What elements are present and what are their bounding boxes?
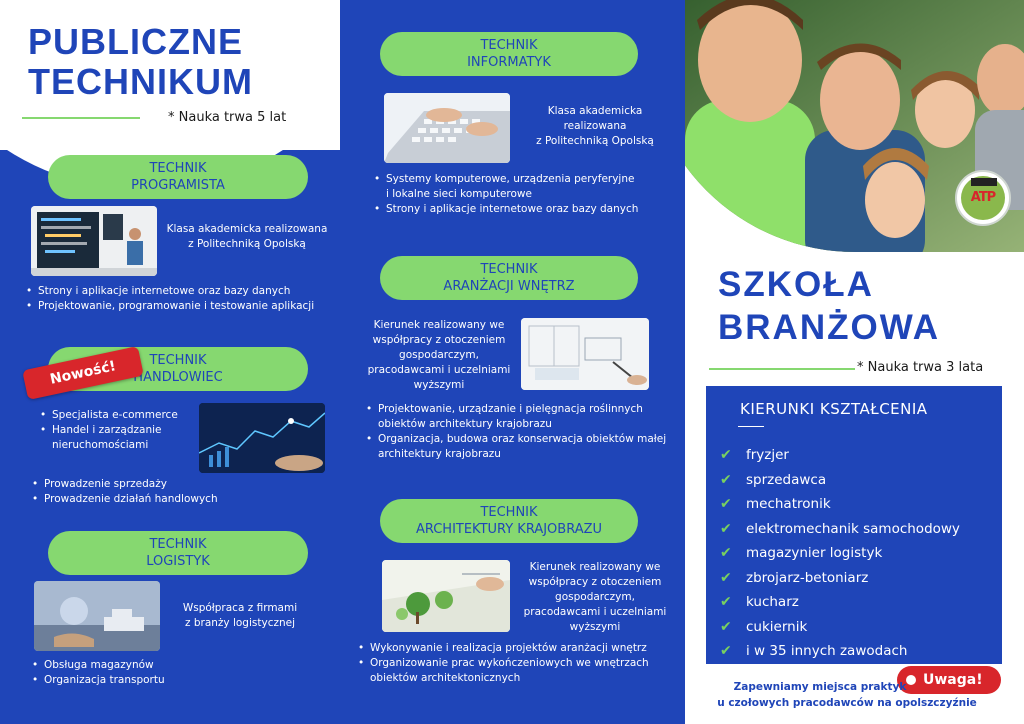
bullets-krajobrazu <box>358 641 678 686</box>
photo-handlowiec <box>199 403 325 473</box>
title-szkola: SZKOŁA <box>718 265 874 304</box>
profession-label: fryzjer <box>746 447 789 463</box>
note-informatyk <box>520 104 670 149</box>
school-logo <box>955 170 1011 226</box>
note-line: Klasa akademicka realizowana <box>166 223 328 235</box>
check-icon: ✔ <box>720 618 732 635</box>
pill-label-line2: HANDLOWIEC <box>133 370 223 385</box>
pill-technik-aranzacji-wnetrz[interactable] <box>380 256 638 300</box>
pill-label-line1: TECHNIK <box>149 161 207 176</box>
pill-label-line1: TECHNIK <box>480 38 538 53</box>
panel-technika-srodek <box>340 0 685 724</box>
profession-label: i w 35 innych zawodach <box>746 643 908 659</box>
bullets-wnetrz <box>366 402 678 462</box>
bullet-item: • Wykonywanie i realizacja projektów aranżacji wnętrz <box>358 641 678 656</box>
check-icon: ✔ <box>720 643 732 659</box>
footer-line: u czołowych pracodawców na opolszczyźnie <box>717 697 977 709</box>
footer-praktyki <box>715 679 925 695</box>
bullet-item: • Prowadzenie działań handlowych <box>32 492 332 507</box>
pill-technik-informatyk[interactable] <box>380 32 638 76</box>
note-line: gospodarczym, <box>555 591 635 603</box>
footer-pracodawcy <box>697 695 997 711</box>
check-icon: ✔ <box>720 569 732 586</box>
profession-label: cukiernik <box>746 618 808 635</box>
profession-item <box>720 566 1000 591</box>
box-title: KIERUNKI KSZTAŁCENIA <box>740 400 928 418</box>
profession-item <box>720 615 1000 640</box>
check-icon: ✔ <box>720 447 732 463</box>
note-line: Współpraca z firmami <box>182 602 298 614</box>
note-line: współpracy z otoczeniem <box>528 576 662 588</box>
note-line: z Politechniką Opolską <box>188 238 306 250</box>
panel-szkola-branzowa <box>685 0 1024 724</box>
badge-nowosc: Nowość! <box>22 346 144 400</box>
note-line: realizowana <box>563 120 627 132</box>
bullet-item: • Specjalista e-commerce <box>40 408 200 423</box>
bullet-text: obiektów architektonicznych <box>370 672 521 684</box>
profession-label: elektromechanik samochodowy <box>746 520 960 537</box>
bullet-item <box>366 432 678 462</box>
duration-5-lat: * Nauka trwa 5 lat <box>168 110 287 125</box>
pill-label-line1: TECHNIK <box>149 353 207 368</box>
profession-label: zbrojarz-betoniarz <box>746 569 869 586</box>
bullet-text: Organizowanie prac wykończeniowych we wnętrzach <box>370 657 649 669</box>
bullet-item: • Prowadzenie sprzedaży <box>32 477 332 492</box>
profession-label: sprzedawca <box>746 471 827 488</box>
pill-label-line1: TECHNIK <box>480 262 538 277</box>
bullet-text: obiektów architektury krajobrazu <box>378 418 552 430</box>
note-line: pracodawcami i uczelniami <box>523 606 667 618</box>
profession-item <box>720 468 1000 493</box>
bullet-text: i lokalne sieci komputerowe <box>386 188 532 200</box>
photo-logistyk <box>34 581 160 651</box>
note-line: Klasa akademicka <box>547 105 643 117</box>
bullet-item <box>374 172 679 202</box>
note-line: pracodawcami i uczelniami <box>367 364 511 376</box>
pill-label-line2: ARANŻACJI WNĘTRZ <box>443 279 575 294</box>
panel-publiczne-technikum <box>0 0 340 724</box>
bullet-text: Handel i zarządzanie <box>52 424 162 436</box>
check-icon: ✔ <box>720 594 732 610</box>
box-title-underline <box>738 426 764 427</box>
bullets-logistyk <box>32 658 332 688</box>
note-line: Kierunek realizowany we <box>373 319 505 331</box>
bullet-text: Projektowanie, urządzanie i pielęgnacja roślinnych <box>378 403 643 415</box>
check-icon: ✔ <box>720 496 732 512</box>
pill-label-line2: PROGRAMISTA <box>131 178 225 193</box>
check-icon: ✔ <box>720 520 732 537</box>
bullet-item <box>40 423 200 453</box>
profession-item <box>720 492 1000 517</box>
footer-line: Zapewniamy miejsca praktyk <box>733 681 907 693</box>
note-line: wyższymi <box>569 621 621 633</box>
pill-label-line1: TECHNIK <box>149 537 207 552</box>
note-line: Kierunek realizowany we <box>529 561 661 573</box>
bullet-item: • Strony i aplikacje internetowe oraz bazy danych <box>26 284 336 299</box>
pill-label-line1: TECHNIK <box>480 505 538 520</box>
photo-informatyk <box>384 93 510 163</box>
pill-label-line2: INFORMATYK <box>467 55 551 70</box>
logo-letters: ATP <box>970 190 996 205</box>
pill-label-line2: ARCHITEKTURY KRAJOBRAZU <box>415 522 603 537</box>
bullet-item <box>366 402 678 432</box>
photo-wnetrz <box>521 318 649 390</box>
profession-item <box>720 517 1000 542</box>
badge-uwaga-label: Uwaga! <box>923 672 983 688</box>
note-line: współpracy z otoczeniem <box>372 334 506 346</box>
title-technikum: TECHNIKUM <box>28 61 253 102</box>
graduation-cap-icon <box>971 178 997 186</box>
duration-3-lata: * Nauka trwa 3 lata <box>857 360 984 375</box>
note-wnetrz <box>354 318 524 393</box>
check-icon: ✔ <box>720 471 732 488</box>
note-krajobrazu <box>520 560 670 635</box>
note-logistyk <box>178 601 302 631</box>
pill-technik-architektury-krajobrazu[interactable] <box>380 499 638 543</box>
bullet-item: • Obsługa magazynów <box>32 658 332 673</box>
pill-technik-logistyk[interactable] <box>48 531 308 575</box>
note-line: wyższymi <box>413 379 465 391</box>
profession-item <box>720 590 1000 615</box>
divider-line <box>709 368 855 370</box>
bullet-item: • Organizacja transportu <box>32 673 332 688</box>
bullet-item <box>358 656 678 686</box>
bullet-item: • Strony i aplikacje internetowe oraz bazy danych <box>374 202 679 217</box>
note-line: z branży logistycznej <box>184 617 296 629</box>
professions-list <box>720 443 1000 664</box>
check-icon: ✔ <box>720 545 732 561</box>
bullets-handlowiec-top <box>40 408 200 453</box>
note-line: gospodarczym, <box>399 349 479 361</box>
bullets-programista <box>26 284 336 314</box>
bullets-informatyk <box>374 172 679 217</box>
title-publiczne: PUBLICZNE <box>28 21 243 62</box>
profession-label: magazynier logistyk <box>746 545 883 561</box>
bullet-text: Systemy komputerowe, urządzenia peryferyjne <box>386 173 635 185</box>
photo-programista <box>31 206 157 276</box>
bullet-text: Organizacja, budowa oraz konserwacja obiektów małej <box>378 433 667 445</box>
profession-item <box>720 541 1000 566</box>
divider-line <box>22 117 140 119</box>
pill-label-line2: LOGISTYK <box>146 554 210 569</box>
bullet-text: nieruchomościami <box>52 439 149 451</box>
bullet-text: architektury krajobrazu <box>378 448 501 460</box>
profession-label: kucharz <box>746 594 799 610</box>
kierunki-box <box>706 386 1002 664</box>
photo-krajobrazu <box>382 560 510 632</box>
profession-item <box>720 443 1000 468</box>
note-line: z Politechniką Opolską <box>536 135 654 147</box>
pill-technik-programista[interactable] <box>48 155 308 199</box>
bullets-handlowiec-bottom <box>32 477 332 507</box>
bullet-item: • Projektowanie, programowanie i testowanie aplikacji <box>26 299 336 314</box>
note-programista <box>164 222 330 252</box>
profession-label: mechatronik <box>746 496 831 512</box>
title-branzowa: BRANŻOWA <box>718 308 941 347</box>
profession-item <box>720 639 1000 664</box>
